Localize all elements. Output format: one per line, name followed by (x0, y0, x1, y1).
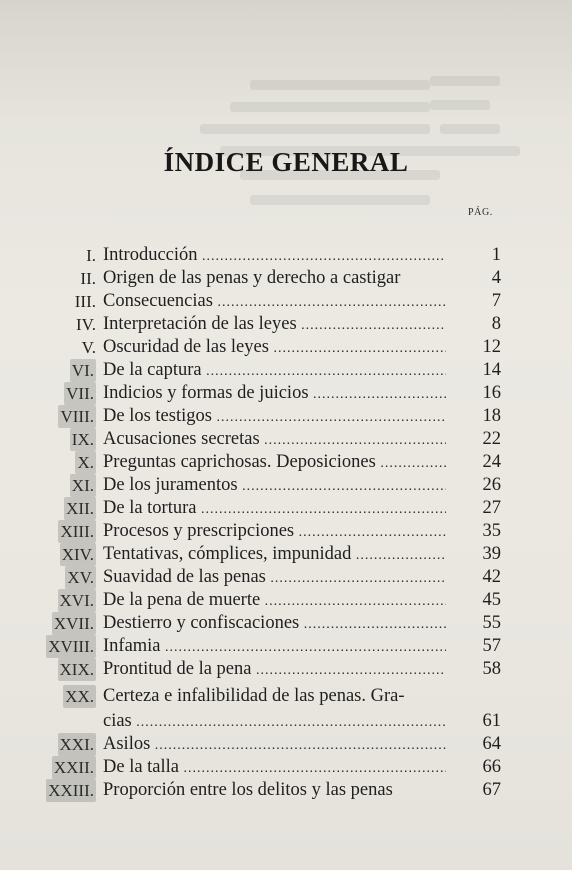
page-number: 8 (491, 314, 501, 334)
toc-entry (0, 520, 572, 543)
chapter-number: III. (74, 292, 96, 311)
chapter-number: XXII. (53, 758, 94, 777)
toc-entry (0, 313, 572, 336)
page-number: 16 (482, 383, 501, 403)
toc-entry (0, 244, 572, 267)
chapter-title: De los juramentos ..... (103, 474, 446, 498)
chapter-number: V. (81, 338, 96, 357)
chapter-title: Interpretación de las leyes ..... (103, 313, 446, 337)
toc-entry-continuation (0, 710, 572, 733)
chapter-number: XXIII. (48, 781, 94, 800)
toc-entry (0, 359, 572, 382)
chapter-number: IV. (76, 315, 96, 334)
chapter-title: Tentativas, cómplices, impunidad ..... (103, 543, 446, 567)
chapter-title: Asilos ..... (103, 733, 446, 757)
page-number: 4 (491, 268, 501, 288)
toc-entry (0, 543, 572, 566)
page-number: 57 (482, 636, 501, 656)
chapter-title: Acusaciones secretas ..... (103, 428, 446, 452)
chapter-title: De la tortura ..... (103, 497, 446, 521)
chapter-title: De la pena de muerte ..... (103, 589, 446, 613)
page-number: 7 (491, 291, 501, 311)
page-number: 12 (482, 337, 501, 357)
page-number: 42 (482, 567, 501, 587)
chapter-title-continuation: cias ..... (103, 710, 446, 734)
chapter-title: Procesos y prescripciones ..... (103, 520, 446, 544)
chapter-title: Oscuridad de las leyes ..... (103, 336, 446, 360)
page-number: 55 (482, 613, 501, 633)
chapter-title: Origen de las penas y derecho a castigar (103, 268, 401, 288)
toc-entry (0, 685, 572, 708)
chapter-number: X. (77, 453, 94, 472)
page-number: 26 (482, 475, 501, 495)
page-number: 58 (482, 659, 501, 679)
toc-entry (0, 756, 572, 779)
chapter-number: II. (80, 269, 96, 288)
toc-entry (0, 779, 572, 802)
toc-entry (0, 382, 572, 405)
page-number: 18 (482, 406, 501, 426)
page-number: 14 (482, 360, 501, 380)
page-number: 35 (482, 521, 501, 541)
chapter-number: XX. (65, 687, 94, 706)
chapter-number: XIX. (59, 660, 94, 679)
page-number: 45 (482, 590, 501, 610)
chapter-number: VII. (66, 384, 94, 403)
chapter-title: De la captura ..... (103, 359, 446, 383)
toc-entry (0, 733, 572, 756)
page-number: 27 (482, 498, 501, 518)
chapter-number: IX. (71, 430, 94, 449)
page-number: 64 (482, 734, 501, 754)
chapter-number: XIII. (60, 522, 94, 541)
chapter-number: XV. (67, 568, 94, 587)
chapter-number: I. (86, 246, 96, 265)
chapter-number: XVII. (53, 614, 94, 633)
chapter-number: XVI. (59, 591, 94, 610)
toc-entry (0, 290, 572, 313)
chapter-number: XII. (66, 499, 94, 518)
page-number: 1 (491, 245, 501, 265)
toc-entry (0, 405, 572, 428)
chapter-title: Certeza e infalibilidad de las penas. Gra- (103, 686, 405, 706)
toc-entry (0, 428, 572, 451)
page-number: 24 (482, 452, 501, 472)
chapter-title: Indicios y formas de juicios ..... (103, 382, 446, 406)
chapter-title: Suavidad de las penas ..... (103, 566, 446, 590)
toc-entry (0, 474, 572, 497)
page-number: 66 (482, 757, 501, 777)
page-title: ÍNDICE GENERAL (163, 147, 409, 177)
chapter-number: XVIII. (48, 637, 94, 656)
chapter-title: De la talla ..... (103, 756, 446, 780)
chapter-title: De los testigos ..... (103, 405, 446, 429)
page-number: 67 (482, 780, 501, 800)
chapter-title: Introducción ..... (103, 244, 446, 268)
toc-entry (0, 451, 572, 474)
chapter-number: XXI. (59, 735, 94, 754)
chapter-number: VI. (71, 361, 94, 380)
chapter-title: Proporción entre los delitos y las penas (103, 780, 393, 800)
toc-entry (0, 658, 572, 681)
toc-entry (0, 336, 572, 359)
chapter-title: Prontitud de la pena ..... (103, 658, 446, 682)
toc-entry (0, 635, 572, 658)
chapter-title: Preguntas caprichosas. Deposiciones ..... (103, 451, 446, 475)
chapter-title: Infamia ..... (103, 635, 446, 659)
page-number: 22 (482, 429, 501, 449)
page-number: 39 (482, 544, 501, 564)
page-number: 61 (482, 711, 501, 731)
chapter-number: VIII. (60, 407, 94, 426)
chapter-title: Destierro y confiscaciones ..... (103, 612, 446, 636)
toc-entry (0, 497, 572, 520)
page-column-label: PÁG. (468, 207, 493, 218)
toc-entry (0, 589, 572, 612)
toc-entry (0, 267, 572, 290)
toc-entry (0, 566, 572, 589)
chapter-number: XI. (71, 476, 94, 495)
toc-entry (0, 612, 572, 635)
chapter-title: Consecuencias ..... (103, 290, 446, 314)
chapter-number: XIV. (61, 545, 94, 564)
